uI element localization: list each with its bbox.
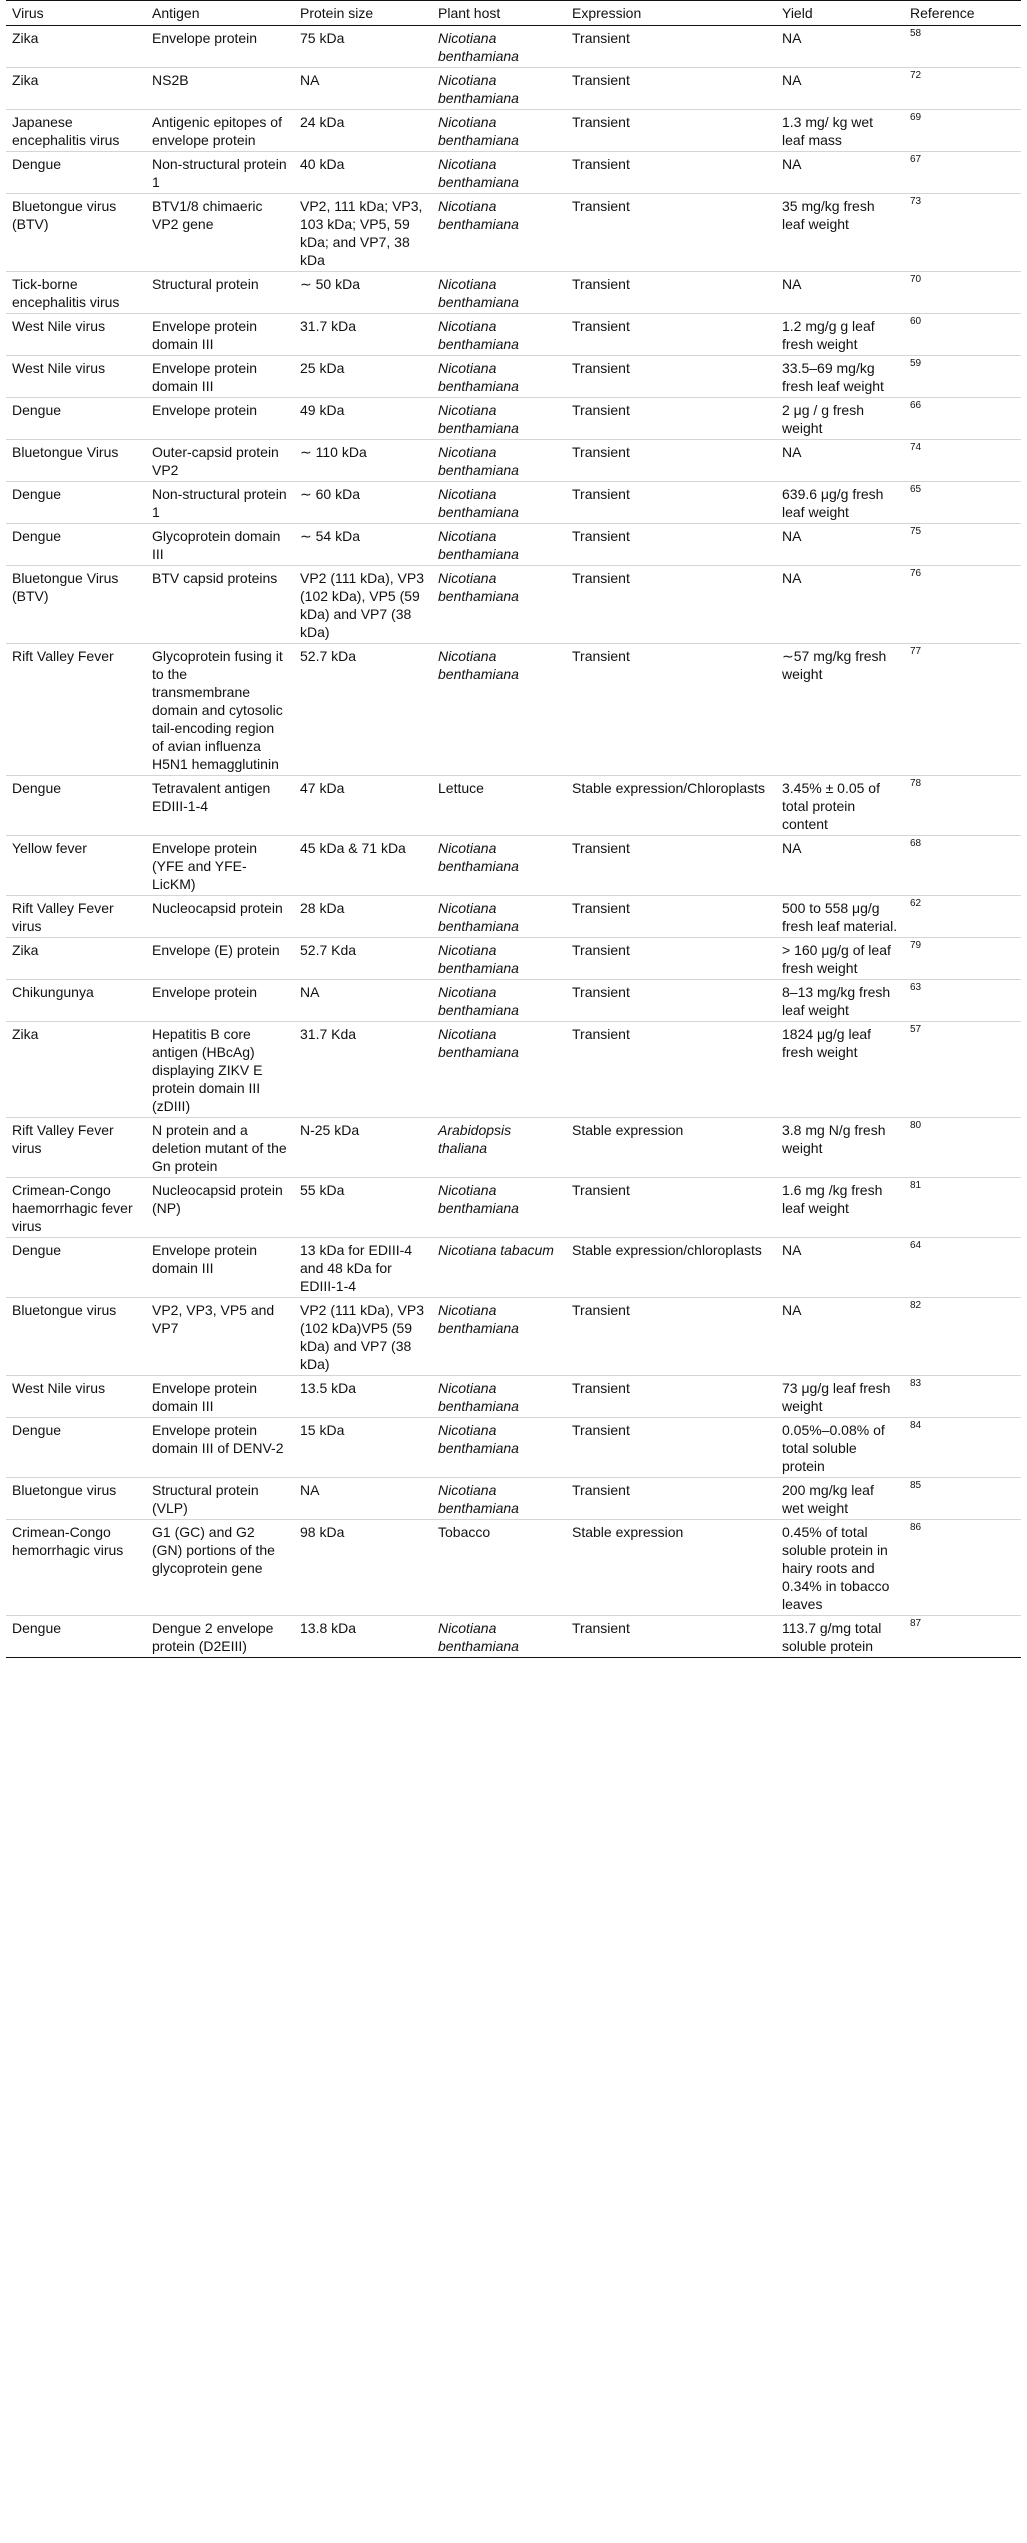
cell-yield: 3.8 mg N/g fresh weight [782, 1122, 886, 1156]
cell-protein-size: N-25 kDa [300, 1122, 360, 1138]
cell-reference: 83 [910, 1378, 922, 1389]
cell-protein-size: 75 kDa [300, 30, 345, 46]
cell-reference: 66 [910, 400, 922, 411]
cell-reference: 60 [910, 316, 922, 327]
cell-reference: 57 [910, 1024, 922, 1035]
cell-antigen: Outer-capsid protein VP2 [152, 444, 279, 478]
table-row [6, 1616, 1021, 1658]
cell-antigen: Structural protein [152, 276, 259, 292]
cell-plant-host: Nicotiana benthamiana [438, 570, 519, 604]
cell-reference: 86 [910, 1522, 922, 1533]
vaccine-antigen-table [6, 0, 1021, 1658]
cell-expression: Stable expression/chloroplasts [572, 1242, 762, 1258]
header-expression: Expression [566, 1, 776, 26]
cell-antigen: Envelope (E) protein [152, 942, 280, 958]
cell-virus: Bluetongue Virus (BTV) [12, 570, 119, 604]
cell-reference: 80 [910, 1120, 922, 1131]
cell-antigen: Antigenic epitopes of envelope protein [152, 114, 282, 148]
cell-virus: Bluetongue virus (BTV) [12, 198, 117, 232]
cell-yield: 1.2 mg/g g leaf fresh weight [782, 318, 875, 352]
cell-virus: Yellow fever [12, 840, 87, 856]
cell-virus: Japanese encephalitis virus [12, 114, 120, 148]
cell-virus: Dengue [12, 156, 62, 172]
cell-expression: Transient [572, 114, 630, 130]
cell-yield: 1.6 mg /kg fresh leaf weight [782, 1182, 883, 1216]
cell-expression: Transient [572, 318, 630, 334]
header-virus: Virus [6, 1, 146, 26]
cell-protein-size: 40 kDa [300, 156, 345, 172]
cell-plant-host: Nicotiana benthamiana [438, 1182, 519, 1216]
cell-yield: 1824 μg/g leaf fresh weight [782, 1026, 872, 1060]
table-row [6, 110, 1021, 152]
cell-virus: Zika [12, 72, 39, 88]
cell-yield: NA [782, 1242, 802, 1258]
cell-expression: Stable expression/Chloroplasts [572, 780, 765, 796]
cell-virus: Rift Valley Fever virus [12, 900, 114, 934]
cell-yield: NA [782, 840, 802, 856]
cell-reference: 82 [910, 1300, 922, 1311]
table-row [6, 1520, 1021, 1616]
cell-virus: West Nile virus [12, 360, 106, 376]
table-row [6, 272, 1021, 314]
cell-reference: 64 [910, 1240, 922, 1251]
cell-yield: 3.45% ± 0.05 of total protein content [782, 780, 880, 832]
cell-protein-size: ∼ 60 kDa [300, 486, 360, 502]
table-row [6, 1418, 1021, 1478]
cell-protein-size: NA [300, 72, 320, 88]
cell-reference: 68 [910, 838, 922, 849]
cell-expression: Transient [572, 402, 630, 418]
cell-antigen: Non-structural protein 1 [152, 156, 287, 190]
cell-antigen: Non-structural protein 1 [152, 486, 287, 520]
cell-expression: Transient [572, 360, 630, 376]
cell-antigen: Envelope protein [152, 30, 258, 46]
cell-antigen: G1 (GC) and G2 (GN) portions of the glycoprotein gene [152, 1524, 275, 1576]
cell-plant-host: Nicotiana benthamiana [438, 156, 519, 190]
cell-virus: Zika [12, 30, 39, 46]
cell-antigen: Envelope protein domain III of DENV-2 [152, 1422, 284, 1456]
cell-plant-host: Lettuce [438, 780, 484, 796]
cell-reference: 58 [910, 28, 922, 39]
cell-protein-size: 13 kDa for EDIII-4 and 48 kDa for EDIII-1-4 [300, 1242, 413, 1294]
cell-yield: 73 μg/g leaf fresh weight [782, 1380, 891, 1414]
cell-plant-host: Nicotiana benthamiana [438, 1380, 519, 1414]
cell-expression: Transient [572, 1482, 630, 1498]
table-row [6, 1298, 1021, 1376]
cell-antigen: BTV capsid proteins [152, 570, 278, 586]
cell-protein-size: 24 kDa [300, 114, 345, 130]
cell-virus: Tick-borne encephalitis virus [12, 276, 120, 310]
cell-reference: 84 [910, 1420, 922, 1431]
cell-yield: 8–13 mg/kg fresh leaf weight [782, 984, 891, 1018]
cell-reference: 70 [910, 274, 922, 285]
cell-protein-size: 13.8 kDa [300, 1620, 357, 1636]
cell-expression: Transient [572, 900, 630, 916]
cell-protein-size: ∼ 110 kDa [300, 444, 367, 460]
cell-reference: 67 [910, 154, 922, 165]
cell-yield: 35 mg/kg fresh leaf weight [782, 198, 875, 232]
cell-protein-size: 52.7 Kda [300, 942, 357, 958]
cell-virus: Chikungunya [12, 984, 94, 1000]
cell-protein-size: NA [300, 1482, 320, 1498]
table-row [6, 1376, 1021, 1418]
cell-plant-host: Nicotiana benthamiana [438, 984, 519, 1018]
cell-virus: Dengue [12, 402, 62, 418]
cell-protein-size: 31.7 kDa [300, 318, 357, 334]
cell-virus: Crimean-Congo hemorrhagic virus [12, 1524, 124, 1558]
cell-expression: Transient [572, 942, 630, 958]
table-row [6, 152, 1021, 194]
cell-protein-size: ∼ 50 kDa [300, 276, 360, 292]
cell-reference: 77 [910, 646, 922, 657]
cell-expression: Stable expression [572, 1122, 684, 1138]
cell-reference: 69 [910, 112, 922, 123]
cell-expression: Transient [572, 1380, 630, 1396]
cell-virus: Rift Valley Fever virus [12, 1122, 114, 1156]
cell-virus: Dengue [12, 1242, 62, 1258]
cell-virus: Dengue [12, 780, 62, 796]
cell-antigen: Envelope protein domain III [152, 318, 258, 352]
cell-plant-host: Nicotiana tabacum [438, 1242, 554, 1258]
cell-expression: Transient [572, 1182, 630, 1198]
cell-yield: > 160 μg/g of leaf fresh weight [782, 942, 891, 976]
cell-plant-host: Tobacco [438, 1524, 491, 1540]
cell-yield: 1.3 mg/ kg wet leaf mass [782, 114, 874, 148]
table-row [6, 398, 1021, 440]
cell-antigen: Dengue 2 envelope protein (D2EIII) [152, 1620, 274, 1654]
cell-protein-size: 25 kDa [300, 360, 345, 376]
cell-antigen: Glycoprotein domain III [152, 528, 281, 562]
cell-reference: 81 [910, 1180, 922, 1191]
table-row [6, 68, 1021, 110]
cell-protein-size: VP2 (111 kDa), VP3 (102 kDa), VP5 (59 kDa) and VP7 (38 kDa) [300, 570, 424, 640]
cell-antigen: Structural protein (VLP) [152, 1482, 259, 1516]
table-row [6, 776, 1021, 836]
cell-antigen: Nucleocapsid protein [152, 900, 283, 916]
cell-plant-host: Arabidopsis thaliana [438, 1122, 512, 1156]
cell-protein-size: 55 kDa [300, 1182, 345, 1198]
cell-virus: Zika [12, 1026, 39, 1042]
table-row [6, 896, 1021, 938]
cell-protein-size: 31.7 Kda [300, 1026, 357, 1042]
cell-yield: 33.5–69 mg/kg fresh leaf weight [782, 360, 884, 394]
cell-reference: 59 [910, 358, 922, 369]
table-row [6, 1178, 1021, 1238]
cell-reference: 76 [910, 568, 922, 579]
cell-antigen: Envelope protein domain III [152, 360, 258, 394]
cell-plant-host: Nicotiana benthamiana [438, 318, 519, 352]
cell-expression: Transient [572, 648, 630, 664]
cell-yield: 0.05%–0.08% of total soluble protein [782, 1422, 885, 1474]
cell-expression: Transient [572, 276, 630, 292]
cell-expression: Transient [572, 486, 630, 502]
cell-expression: Transient [572, 1302, 630, 1318]
cell-expression: Transient [572, 1422, 630, 1438]
cell-protein-size: NA [300, 984, 320, 1000]
cell-yield: NA [782, 72, 802, 88]
cell-virus: Zika [12, 942, 39, 958]
cell-antigen: Envelope protein [152, 402, 258, 418]
cell-reference: 74 [910, 442, 922, 453]
cell-antigen: BTV1/8 chimaeric VP2 gene [152, 198, 263, 232]
cell-expression: Transient [572, 1620, 630, 1636]
header-yield: Yield [776, 1, 904, 26]
cell-yield: NA [782, 570, 802, 586]
cell-plant-host: Nicotiana benthamiana [438, 30, 519, 64]
cell-yield: 0.45% of total soluble protein in hairy roots and 0.34% in tobacco leaves [782, 1524, 890, 1612]
cell-protein-size: 49 kDa [300, 402, 345, 418]
table-row [6, 644, 1021, 776]
cell-antigen: Envelope protein domain III [152, 1380, 258, 1414]
table-row [6, 194, 1021, 272]
table-row [6, 566, 1021, 644]
table-row [6, 26, 1021, 68]
cell-protein-size: 28 kDa [300, 900, 345, 916]
cell-reference: 75 [910, 526, 922, 537]
cell-reference: 62 [910, 898, 922, 909]
cell-protein-size: 98 kDa [300, 1524, 345, 1540]
cell-reference: 65 [910, 484, 922, 495]
header-antigen: Antigen [146, 1, 294, 26]
cell-plant-host: Nicotiana benthamiana [438, 402, 519, 436]
cell-yield: ∼57 mg/kg fresh weight [782, 648, 887, 682]
cell-protein-size: 13.5 kDa [300, 1380, 357, 1396]
cell-yield: NA [782, 1302, 802, 1318]
table-row [6, 440, 1021, 482]
cell-plant-host: Nicotiana benthamiana [438, 360, 519, 394]
table-row [6, 482, 1021, 524]
cell-plant-host: Nicotiana benthamiana [438, 198, 519, 232]
cell-antigen: Hepatitis B core antigen (HBcAg) displaying ZIKV E protein domain III (zDIII) [152, 1026, 263, 1114]
cell-yield: 200 mg/kg leaf wet weight [782, 1482, 874, 1516]
cell-reference: 72 [910, 70, 922, 81]
cell-reference: 85 [910, 1480, 922, 1491]
cell-yield: NA [782, 444, 802, 460]
cell-reference: 87 [910, 1618, 922, 1629]
cell-reference: 63 [910, 982, 922, 993]
cell-expression: Transient [572, 30, 630, 46]
cell-plant-host: Nicotiana benthamiana [438, 72, 519, 106]
cell-expression: Transient [572, 156, 630, 172]
cell-virus: Crimean-Congo haemorrhagic fever virus [12, 1182, 133, 1234]
cell-plant-host: Nicotiana benthamiana [438, 900, 519, 934]
cell-plant-host: Nicotiana benthamiana [438, 840, 519, 874]
cell-expression: Stable expression [572, 1524, 684, 1540]
table-row [6, 1478, 1021, 1520]
cell-antigen: Envelope protein [152, 984, 258, 1000]
cell-protein-size: 15 kDa [300, 1422, 345, 1438]
cell-expression: Transient [572, 444, 630, 460]
cell-expression: Transient [572, 984, 630, 1000]
cell-plant-host: Nicotiana benthamiana [438, 1620, 519, 1654]
cell-antigen: N protein and a deletion mutant of the Gn protein [152, 1122, 287, 1174]
cell-expression: Transient [572, 72, 630, 88]
cell-antigen: VP2, VP3, VP5 and VP7 [152, 1302, 275, 1336]
cell-yield: NA [782, 30, 802, 46]
table-row [6, 356, 1021, 398]
cell-plant-host: Nicotiana benthamiana [438, 1302, 519, 1336]
cell-virus: Dengue [12, 1620, 62, 1636]
table-row [6, 836, 1021, 896]
cell-yield: 2 μg / g fresh weight [782, 402, 864, 436]
cell-expression: Transient [572, 840, 630, 856]
cell-virus: Rift Valley Fever [12, 648, 114, 664]
cell-antigen: Tetravalent antigen EDIII-1-4 [152, 780, 271, 814]
cell-protein-size: ∼ 54 kDa [300, 528, 360, 544]
cell-expression: Transient [572, 570, 630, 586]
table-row [6, 1118, 1021, 1178]
cell-plant-host: Nicotiana benthamiana [438, 486, 519, 520]
cell-plant-host: Nicotiana benthamiana [438, 1026, 519, 1060]
cell-antigen: Nucleocapsid protein (NP) [152, 1182, 283, 1216]
header-row [6, 1, 1021, 26]
header-reference: Reference [904, 1, 1021, 26]
cell-virus: Dengue [12, 528, 62, 544]
cell-plant-host: Nicotiana benthamiana [438, 114, 519, 148]
cell-yield: NA [782, 276, 802, 292]
cell-plant-host: Nicotiana benthamiana [438, 528, 519, 562]
table-row [6, 980, 1021, 1022]
cell-plant-host: Nicotiana benthamiana [438, 1422, 519, 1456]
cell-reference: 79 [910, 940, 922, 951]
cell-protein-size: VP2 (111 kDa), VP3 (102 kDa)VP5 (59 kDa) and VP7 (38 kDa) [300, 1302, 424, 1372]
cell-virus: Bluetongue Virus [12, 444, 119, 460]
header-protein-size: Protein size [294, 1, 432, 26]
table-row [6, 1238, 1021, 1298]
cell-virus: West Nile virus [12, 1380, 106, 1396]
cell-expression: Transient [572, 198, 630, 214]
cell-virus: West Nile virus [12, 318, 106, 334]
table-row [6, 1022, 1021, 1118]
cell-virus: Dengue [12, 486, 62, 502]
cell-yield: NA [782, 156, 802, 172]
cell-expression: Transient [572, 528, 630, 544]
cell-antigen: Envelope protein domain III [152, 1242, 258, 1276]
table-container [6, 0, 1021, 1658]
cell-reference: 73 [910, 196, 922, 207]
cell-expression: Transient [572, 1026, 630, 1042]
cell-antigen: Glycoprotein fusing it to the transmembrane domain and cytosolic tail-encoding region of avian influenza H5N1 hemagglutinin [152, 648, 283, 772]
cell-yield: 500 to 558 μg/g fresh leaf material. [782, 900, 898, 934]
cell-plant-host: Nicotiana benthamiana [438, 444, 519, 478]
cell-antigen: Envelope protein (YFE and YFE-LicKM) [152, 840, 258, 892]
table-row [6, 524, 1021, 566]
cell-antigen: NS2B [152, 72, 189, 88]
cell-yield: NA [782, 528, 802, 544]
cell-virus: Bluetongue virus [12, 1482, 117, 1498]
cell-virus: Dengue [12, 1422, 62, 1438]
cell-protein-size: 47 kDa [300, 780, 345, 796]
cell-protein-size: 45 kDa & 71 kDa [300, 840, 406, 856]
table-row [6, 314, 1021, 356]
cell-plant-host: Nicotiana benthamiana [438, 1482, 519, 1516]
cell-protein-size: VP2, 111 kDa; VP3, 103 kDa; VP5, 59 kDa; and VP7, 38 kDa [300, 198, 423, 268]
table-body [6, 26, 1021, 1658]
cell-plant-host: Nicotiana benthamiana [438, 648, 519, 682]
cell-plant-host: Nicotiana benthamiana [438, 942, 519, 976]
cell-yield: 639.6 μg/g fresh leaf weight [782, 486, 884, 520]
cell-yield: 113.7 g/mg total soluble protein [782, 1620, 882, 1654]
cell-protein-size: 52.7 kDa [300, 648, 357, 664]
table-row [6, 938, 1021, 980]
cell-virus: Bluetongue virus [12, 1302, 117, 1318]
cell-plant-host: Nicotiana benthamiana [438, 276, 519, 310]
header-plant-host: Plant host [432, 1, 566, 26]
cell-reference: 78 [910, 778, 922, 789]
